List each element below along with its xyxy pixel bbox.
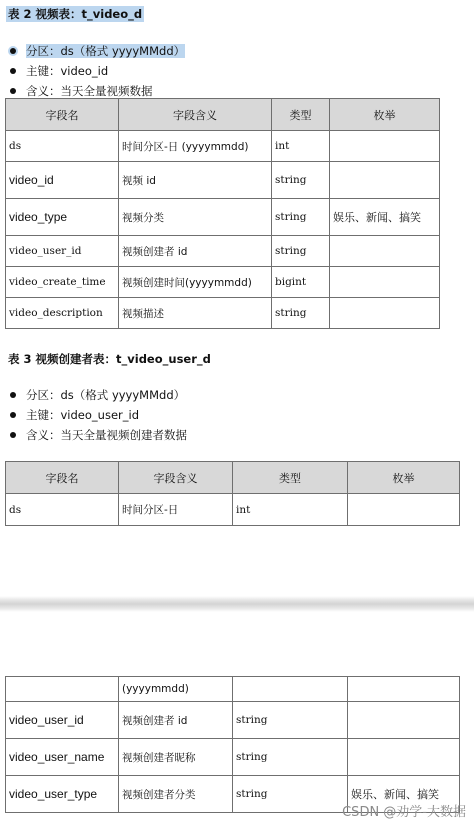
table-row [6,267,440,298]
cell-enum [330,236,440,267]
cell-enum [330,162,440,199]
cell-enum [348,739,460,776]
cell-field-meaning: 视频创建者昵称 [119,739,233,776]
cell-type [233,677,348,702]
bullet-meaning: 含义：当天全量视频数据 [10,81,185,101]
table-row [6,739,460,776]
cell-type: string [233,702,348,739]
cell-enum [348,702,460,739]
header-field-name: 字段名 [6,99,119,131]
bullet-dot-icon [10,412,16,418]
bullet-meaning: 含义：当天全量视频创建者数据 [10,425,187,445]
header-enum: 枚举 [348,462,460,494]
page-break [0,596,474,612]
table-row [6,702,460,739]
header-field-meaning: 字段含义 [119,99,272,131]
cell-field-name [6,677,119,702]
table-row [6,131,440,162]
cell-field-name: video_id [6,162,119,199]
cell-field-meaning: 视频 id [119,162,272,199]
cell-enum [348,494,460,526]
cell-type: int [272,131,330,162]
cell-field-meaning: (yyyymmdd) [119,677,233,702]
header-enum: 枚举 [330,99,440,131]
header-type: 类型 [233,462,348,494]
cell-enum [330,267,440,298]
table-row [6,677,460,702]
cell-field-meaning: 时间分区-日 (yyyymmdd) [119,131,272,162]
bullet-dot-icon [10,392,16,398]
cell-type: string [272,298,330,329]
bullet-primary-key: 主键：video_id [10,61,185,81]
table-row [6,494,460,526]
cell-enum: 娱乐、新闻、搞笑 [348,776,460,813]
cell-field-name: ds [6,494,119,526]
table-row [6,162,440,199]
cell-type: string [233,739,348,776]
table-header-row [6,462,460,494]
bullet-dot-icon [10,88,16,94]
bullet-dot-icon [10,48,16,54]
bullet-dot-icon [10,68,16,74]
table-header-row [6,99,440,131]
bullet-primary-key: 主键：video_user_id [10,405,187,425]
cell-field-name: ds [6,131,119,162]
table2 [5,98,440,329]
cell-type: string [272,236,330,267]
cell-field-meaning: 时间分区-日 [119,494,233,526]
table-row [6,236,440,267]
watermark: CSDN @劝学-大数据 [342,805,466,820]
cell-field-name: video_user_id [6,236,119,267]
bullet-partition: 分区：ds（格式 yyyyMMdd） [10,41,185,61]
cell-type: bigint [272,267,330,298]
cell-field-name: video_user_name [6,739,119,776]
table-row [6,298,440,329]
bullet-partition: 分区：ds（格式 yyyyMMdd） [10,385,187,405]
table-row [6,199,440,236]
bullet-dot-icon [10,432,16,438]
cell-type: int [233,494,348,526]
cell-field-name: video_user_type [6,776,119,813]
cell-field-meaning: 视频创建者 id [119,236,272,267]
cell-enum [330,131,440,162]
cell-field-name: video_user_id [6,702,119,739]
cell-enum [330,298,440,329]
cell-field-meaning: 视频创建时间(yyyymmdd) [119,267,272,298]
cell-type: string [272,162,330,199]
table2-bullets [10,41,185,101]
cell-type: string [233,776,348,813]
table2-title: 表 2 视频表：t_video_d [8,7,143,21]
cell-enum [348,677,460,702]
cell-field-meaning: 视频创建者分类 [119,776,233,813]
cell-enum: 娱乐、新闻、搞笑 [330,199,440,236]
table3-continued [5,676,460,813]
cell-field-meaning: 视频创建者 id [119,702,233,739]
table3-title: 表 3 视频创建者表：t_video_user_d [8,352,211,366]
header-field-meaning: 字段含义 [119,462,233,494]
table3 [5,461,460,526]
cell-field-name: video_description [6,298,119,329]
header-type: 类型 [272,99,330,131]
cell-field-name: video_type [6,199,119,236]
cell-field-meaning: 视频描述 [119,298,272,329]
cell-field-meaning: 视频分类 [119,199,272,236]
cell-field-name: video_create_time [6,267,119,298]
cell-type: string [272,199,330,236]
table3-bullets [10,385,187,445]
header-field-name: 字段名 [6,462,119,494]
